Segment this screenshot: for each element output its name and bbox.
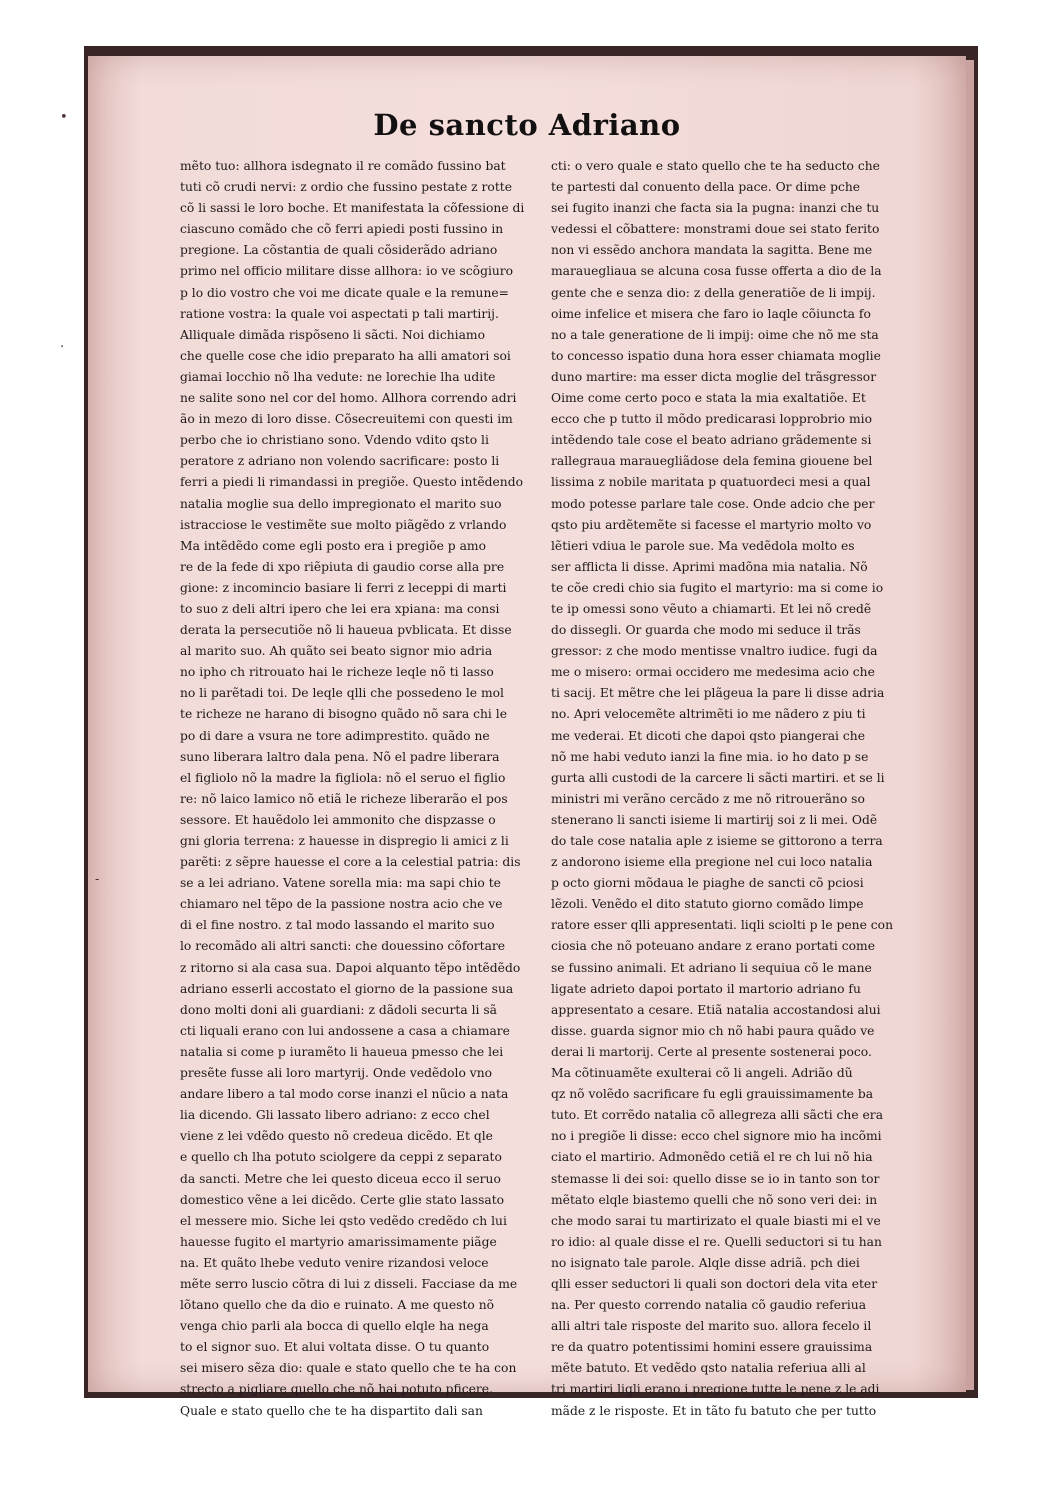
text-line: intẽdendo tale cose el beato adriano grãdemente si [551,433,872,448]
text-line: to concesso ispatio duna hora esser chiamata moglie [551,348,881,363]
text-line: re de la fede di xpo riẽpiuta di gaudio corse alla pre [180,559,505,574]
text-line: el figliolo nõ la madre la figliola: nõ el seruo el figlio [180,770,506,785]
running-title: De sancto Adriano [373,108,681,142]
text-line: no ipho ch ritrouato hai le richeze leqle nõ ti lasso [180,665,494,680]
text-line: oime infelice et misera che faro io laqle cõiuncta fo [551,306,871,321]
text-line: ser afflicta li disse. Aprimi madõna mia natalia. Nõ [551,559,868,574]
text-line: lõtano quello che da dio e ruinato. A me questo nõ [180,1298,495,1313]
text-line: mẽte serro luscio cõtra di lui z disseli. Facciase da me [180,1276,518,1291]
text-line: adriano esserli accostato el giorno de la passione sua [180,981,514,996]
text-line: ciascuno comãdo che cõ ferri apiedi posti fussino in [180,222,504,237]
text-line: qsto piu ardẽtemẽte si facesse el martyrio molto vo [551,517,872,532]
text-line: che quelle cose che idio preparato ha alli amatori soi [180,348,511,363]
text-line: Ma intẽdẽdo come egli posto era i pregiõe p amo [180,538,486,553]
text-line: rallegraua marauegliãdose dela femina giouene bel [551,454,873,469]
text-line: ti sacij. Et mẽtre che lei plãgeua la pare li disse adria [551,686,885,701]
text-line: stenerano li sancti isieme li martirij soi z li mei. Odẽ [551,812,878,827]
text-line: viene z lei vdẽdo questo nõ credeua dicẽdo. Et qle [180,1129,493,1144]
text-line: lo recomãdo ali altri sancti: che douessino cõfortare [180,939,506,954]
text-line: marauegliaua se alcuna cosa fusse offerta a dio de la [551,264,882,279]
text-line: perbo che io christiano sono. Vdendo vdito qsto li [180,433,489,448]
text-line: natalia moglie sua dello impregionato el marito suo [180,496,502,511]
text-line: sessore. Et hauẽdolo lei ammonito che dispzasse o [180,812,496,827]
text-line: qz nõ volẽdo sacrificare fu egli grauissimamente ba [551,1087,874,1102]
text-line: ministri mi verãno cercãdo z me nõ ritrouerãno so [551,791,865,806]
text-line: el messere mio. Siche lei qsto vedẽdo credẽdo ch lui [180,1213,507,1228]
text-line: me o misero: ormai occidero me medesima acio che [551,665,875,680]
text-line: Oime come certo poco e stata la mia exaltatiõe. Et [551,391,866,406]
text-line: te cõe credi chio sia fugito el martyrio: ma si come io [551,580,884,595]
text-line: ciato el martirio. Admonẽdo cetiã el re ch lui nõ hia [551,1150,873,1165]
margin-mark: - [95,872,100,887]
text-line: do tale cose natalia aple z isieme se gittorono a terra [551,834,883,848]
text-line: re da quatro potentissimi homini essere grauissima [551,1340,873,1355]
text-line: primo nel officio militare disse allhora: io ve scõgiuro [180,264,514,279]
text-line: Quale e stato quello che te ha dispartito dali san [180,1403,483,1418]
text-line: presẽte fusse ali loro martyrij. Onde vedẽdolo vno [180,1066,493,1081]
text-line: mẽtato elqle biastemo quelli che nõ sono veri dei: in [551,1192,878,1207]
text-line: po di dare a vsura ne tore adimprestito. quãdo ne [180,728,490,743]
margin-mark: . [60,336,65,351]
text-line: ferri a piedi li rimandassi in pregiõe. Questo intẽdendo [180,475,523,490]
left-column [180,156,550,1422]
text-line: na. Et quãto lhebe veduto venire rizandosi veloce [180,1255,489,1270]
text-line: parẽti: z sẽpre hauesse el core a la celestial patria: dis [180,855,521,870]
text-line: te richeze ne harano di bisogno quãdo nõ sara chi le [180,707,507,722]
text-line: sei fugito inanzi che facta sia la pugna: inanzi che tu [551,201,880,216]
text-line: ligate adrieto dapoi portato il martorio adriano fu [551,981,861,996]
text-line: ne salite sono nel cor del homo. Allhora correndo adri [180,391,517,406]
text-line: me vederai. Et dicoti che dapoi qsto piangerai che [551,728,865,743]
text-line: te ip omessi sono vẽuto a chiamarti. Et lei nõ credẽ [551,601,872,616]
text-line: lẽzoli. Venẽdo el dito statuto giorno comãdo limpe [551,897,864,912]
text-line: na. Per questo correndo natalia cõ gaudio referiua [551,1298,867,1313]
text-line: hauesse fugito el martyrio amarissimamente piãge [180,1234,497,1249]
text-line: ecco che p tutto il mõdo predicarasi lopprobrio mio [551,412,872,427]
text-line: tuti cõ crudi nervi: z ordio che fussino pestate z rotte [180,180,512,195]
text-line: z ritorno si ala casa sua. Dapoi alquanto tẽpo intẽdẽdo [180,960,521,975]
text-line: alli altri tale risposte del marito suo. allora fecelo il [551,1319,872,1334]
text-line: tuto. Et corrẽdo natalia cõ allegreza alli sãcti che era [551,1108,884,1123]
margin-mark: • [60,110,68,125]
text-line: no. Apri velocemẽte altrimẽti io me nãdero z piu ti [551,707,866,722]
text-line: se a lei adriano. Vatene sorella mia: ma sapi chio te [180,876,501,891]
text-line: to el signor suo. Et alui voltata disse. O tu quanto [180,1340,490,1355]
text-line: p lo dio vostro che voi me dicate quale e la remune= [180,285,509,300]
text-line: lẽtieri vdiua le parole sue. Ma vedẽdola molto es [551,538,855,553]
text-line: gente che e senza dio: z della generatiõe de li impij. [551,285,876,300]
text-line: andare libero a tal modo corse inanzi el nũcio a nata [180,1087,509,1102]
text-line: Ma cõtinuamẽte exulterai cõ li angeli. Adrião dũ [551,1066,853,1081]
text-line: cti: o vero quale e stato quello che te ha seducto che [551,159,880,173]
text-line: tri martiri liqli erano i pregione tutte le pene z le adi [551,1382,880,1397]
text-line: gurta alli custodi de la carcere li sãcti martiri. et se li [551,770,885,785]
text-line: do dissegli. Or guarda che modo mi seduce il trãs [551,623,861,638]
text-line: di el fine nostro. z tal modo lassando el marito suo [180,918,495,933]
text-line: cõ li sassi le loro boche. Et manifestata la cõfessione di [180,201,525,216]
text-line: re: nõ laico lamico nõ etiã le richeze liberarão el pos [180,791,508,806]
text-line: peratore z adriano non volendo sacrificare: posto li [180,454,500,469]
text-line: ratione vostra: la quale voi aspectati p tali martirij. [180,306,499,321]
text-line: giamai locchio nõ lha vedute: ne lorechie lha udite [180,369,496,384]
text-line: chiamaro nel tẽpo de la passione nostra acio che ve [180,897,503,912]
text-line: no a tale generatione de li impij: oime che nõ me sta [551,327,879,342]
text-line: Alliquale dimãda rispõseno li sãcti. Noi dichiamo [180,327,485,342]
text-line: domestico vẽne a lei dicẽdo. Certe glie stato lassato [180,1192,505,1207]
text-line: gressor: z che modo mentisse vnaltro iudice. fugi da [551,644,878,659]
text-line: derata la persecutiõe nõ li haueua pvblicata. Et disse [180,623,512,638]
text-line: appresentato a cesare. Etiã natalia accostandosi alui [551,1002,881,1017]
text-line: cti liquali erano con lui andossene a casa a chiamare [180,1023,510,1038]
text-line: te partesti dal conuento della pace. Or dime pche [551,180,861,195]
text-line: dono molti doni ali guardiani: z dãdoli securta li sã [180,1002,497,1017]
text-line: nõ me habi veduto ianzi la fine mia. io ho dato p se [551,749,869,764]
text-line: ciosia che nõ poteuano andare z erano portati come [551,939,875,954]
text-line: ro idio: al quale disse el re. Quelli seductori si tu han [551,1234,882,1249]
text-line: non vi essẽdo anchora mandata la sagitta. Bene me [551,243,873,258]
text-line: vedessi el cõbattere: monstrami doue sei stato ferito [551,222,880,237]
text-line: to suo z deli altri ipero che lei era xpiana: ma consi [180,601,500,616]
text-line: natalia si come p iuramẽto li haueua pmesso che lei [180,1044,504,1059]
text-line: gni gloria terrena: z hauesse in dispregio li amici z li [180,834,509,848]
text-line: modo potesse parlare tale cose. Onde adcio che per [551,496,875,511]
text-line: no i pregiõe li disse: ecco chel signore mio ha incõmi [551,1129,882,1144]
text-line: al marito suo. Ah quãto sei beato signor mio adria [180,644,493,659]
text-line: che modo sarai tu martirizato el quale biasti mi el ve [551,1213,881,1228]
text-line: no isignato tale parole. Alqle disse adriã. pch diei [551,1255,860,1270]
text-line: gione: z incomincio basiare li ferri z leceppi di marti [180,580,507,595]
page [88,56,966,1418]
text-line: istracciose le vestimẽte sue molto piãgẽdo z vrlando [180,517,507,532]
text-line: ão in mezo di loro disse. Cõsecreuitemi con questi im [180,412,513,427]
text-line: z andorono isieme ella pregione nel cui loco natalia [551,855,873,870]
text-line: ratore esser qlli appresentati. liqli sciolti p le pene con [551,918,893,933]
text-line: mãde z le risposte. Et in tãto fu batuto che per tutto [551,1403,877,1418]
text-line: p octo giorni mõdaua le piaghe de sancti cõ pciosi [551,876,864,891]
right-column [551,156,933,1422]
text-line: derai li martorij. Certe al presente sostenerai poco. [551,1044,872,1059]
text-line: qlli esser seductori li quali son doctori dela vita eter [551,1276,878,1291]
text-line: no li parẽtadi toi. De leqle qlli che possedeno le mol [180,686,504,701]
page-edge [966,60,974,1390]
text-line: disse. guarda signor mio ch nõ habi paura quãdo ve [551,1023,875,1038]
text-line: sei misero sẽza dio: quale e stato quello che te ha con [180,1361,517,1376]
text-line: venga chio parli ala bocca di quello elqle ha nega [180,1319,489,1334]
text-line: lissima z nobile maritata p quatuordeci mesi a qual [551,475,871,490]
text-line: pregione. La cõstantia de quali cõsiderãdo adriano [180,243,498,258]
text-line: da sancti. Metre che lei questo diceua ecco il seruo [180,1171,501,1186]
text-line: suno liberara laltro dala pena. Nõ el padre liberara [180,749,500,764]
text-line: mẽto tuo: allhora isdegnato il re comãdo fussino bat [180,159,506,173]
text-line: lia dicendo. Gli lassato libero adriano: z ecco chel [180,1108,490,1123]
text-line: se fussino animali. Et adriano li sequiua cõ le mane [551,960,872,975]
text-line: duno martire: ma esser dicta moglie del trãsgressor [551,369,877,384]
text-line: e quello ch lha potuto sciolgere da ceppi z separato [180,1150,502,1165]
text-line: mẽte batuto. Et vedẽdo qsto natalia referiua alli al [551,1361,866,1376]
text-line: strecto a pigliare quello che nõ hai potuto pficere. [180,1382,493,1397]
text-line: stemasse li dei soi: quello disse se io in tanto son tor [551,1171,880,1186]
